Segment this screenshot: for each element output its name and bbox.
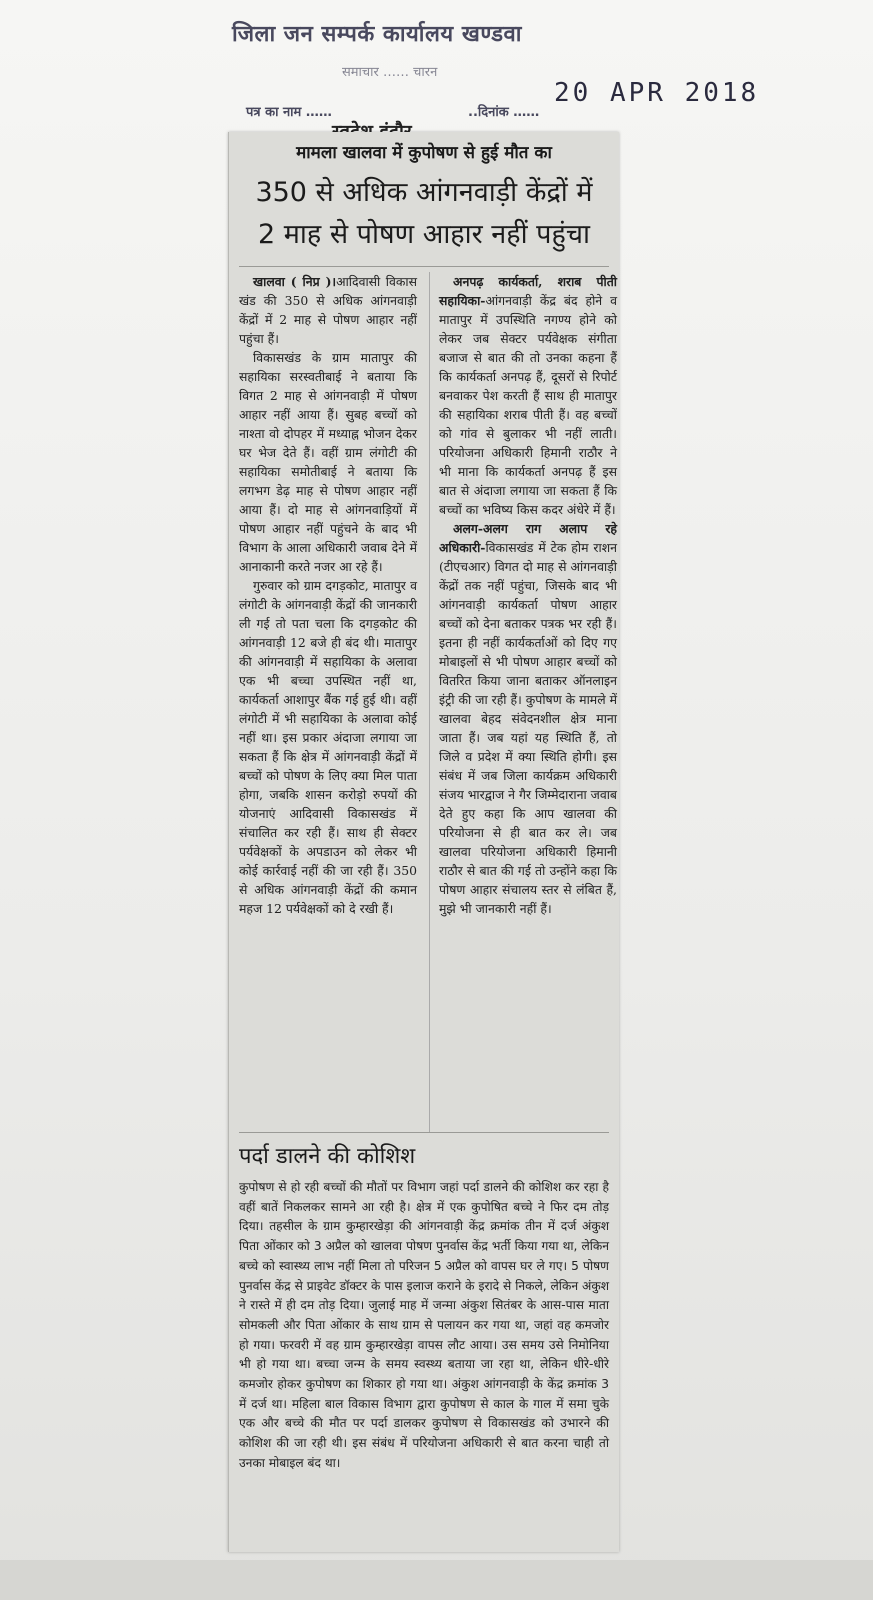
article-left-column <box>239 272 417 918</box>
left-paragraph-2: विकासखंड के ग्राम मातापुर की सहायिका सरस्वतीबाई ने बताया कि विगत 2 माह से आंगनवाड़ी में पोषण आहार नहीं आया हैं। सुबह बच्चों को नाश्ता वो दोपहर में मध्याह्न भोजन देकर घर भेज देते हैं। वहीं ग्राम लंगोटी की सहायिका समोतीबाई ने बताया कि लगभग डेढ़ माह से पोषण आहार नहीं आया हैं। दो माह से आंगनवाड़ियों में पोषण आहार नहीं पहुंचने के बाद भी विभाग के आला अधिकारी जवाब देने में आनाकानी करते नजर आ रहे हैं। <box>239 350 417 574</box>
headline-line-2: 2 माह से पोषण आहार नहीं पहुंचा <box>258 219 590 250</box>
right-subhead-1: अनपढ़ कार्यकर्ता, शराब पीती सहायिका- <box>439 274 617 308</box>
article-headline <box>239 172 609 256</box>
left-paragraph-3: गुरुवार को ग्राम दगड़कोट, मातापुर व लंगोटी के आंगनवाड़ी केंद्रों की जानकारी ली गई तो पता चला कि दगड़कोट की आंगनवाड़ी 12 बजे ही बंद थी। मातापुर की आंगनवाड़ी में सहायिका के अलावा एक भी बच्चा उपस्थित नहीं था, कार्यकर्ता आशापुर बैंक गई हुई थी। वहीं लंगोटी में भी सहायिका के अलावा कोई नहीं था। इस प्रकार अंदाजा लगाया जा सकता हैं कि क्षेत्र में आंगनवाड़ी केंद्रों में बच्चों को पोषण के लिए क्या मिल पाता होगा, जबकि शासन करोड़ो रुपयों की योजनाएं आदिवासी विकासखंड में संचालित कर रही हैं। साथ ही सेक्टर पर्यवेक्षकों के अपडाउन को लेकर भी कोई कार्रवाई नहीं की जा रही हैं। 350 से अधिक आंगनवाड़ी केंद्रों की कमान महज 12 पर्यवेक्षकों को दे रखी हैं। <box>239 578 417 916</box>
headline-line-1: 350 से अधिक आंगनवाड़ी केंद्रों में <box>255 177 593 208</box>
article-dateline: खालवा ( निप्र )। <box>253 274 337 289</box>
box-paragraph: कुपोषण से हो रही बच्चों की मौतों पर विभाग जहां पर्दा डालने की कोशिश कर रहा है वहीं बातें निकलकर सामने आ रही है। क्षेत्र में एक कुपोषित बच्चे ने फिर दम तोड़ दिया। तहसील के ग्राम कुम्हारखेड़ा की आंगनवाड़ी केंद्र क्रमांक तीन में दर्ज अंकुश पिता ओंकार को 3 अप्रैल को खालवा पोषण पुनर्वास केंद्र भर्ती किया गया था, लेकिन बच्चे को स्वास्थ्य लाभ नहीं मिला तो परिजन 5 अप्रैल को वापस घर ले गए। 5 पोषण पुनर्वास केंद्र से प्राइवेट डॉक्टर के पास इलाज कराने के इरादे से निकले, लेकिन अंकुश ने रास्ते में ही दम तोड़ दिया। जुलाई माह में जन्मा अंकुश सितंबर के आस-पास माता सोमकली और पिता ओंकार के साथ ग्राम से पलायन कर गया था, जहां वह कमजोर हो गया। फरवरी में वह ग्राम कुम्हारखेड़ा वापस लौट आया। उस समय उसे निमोनिया भी हो गया था। बच्चा जन्म के समय स्वस्थ्य बताया जा रहा था, लेकिन धीरे-धीरे कमजोर होकर कुपोषण का शिकार हो गया था। अंकुश आंगनवाड़ी के केंद्र क्रमांक 3 में दर्ज था। महिला बाल विकास विभाग द्वारा कुपोषण से काल के गाल में समा चुके एक और बच्चे की मौत पर पर्दा डालकर कुपोषण से विकासखंड को उभारने की कोशिश की जा रही थी। इस संबंध में परियोजना अधिकारी से बात करना चाही तो उनका मोबाइल बंद था। <box>239 1180 609 1470</box>
column-divider <box>429 272 430 1132</box>
stamp-subtext: समाचार …… चारन <box>342 65 438 80</box>
right-paragraph-2: विकासखंड में टेक होम राशन (टीएचआर) विगत दो माह से आंगनवाड़ी केंद्रों तक नहीं पहुंचा, जिसके बाद भी आंगनवाड़ी कार्यकर्ता पोषण आहार बच्चों को देना बताकर पत्रक भर रही हैं। इतना ही नहीं कार्यकर्ताओं को दिए गए मोबाइलों से भी पोषण आहार बच्चों को वितरित किया जाना बताकर ऑनलाइन इंट्री की जा रही हैं। कुपोषण के मामले में खालवा बेहद संवेदनशील क्षेत्र माना जाता हैं। जब यहां यह स्थिति हैं, तो जिले व प्रदेश में क्या स्थिति होगी। इस संबंध में जब जिला कार्यक्रम अधिकारी संजय भारद्वाज ने गैर जिम्मेदाराना जवाब देते हुए कहा कि आप खालवा की परियोजना से ही बात कर ले। जब खालवा परियोजना अधिकारी हिमानी राठौर से बात की गई तो उन्होंने कहा कि पोषण आहार संचालय स्तर से लंबित हैं, मुझे भी जानकारी नहीं हैं। <box>439 540 617 916</box>
stamp-office-name: जिला जन सम्पर्क कार्यालय खण्डवा <box>232 22 522 47</box>
article-right-column <box>439 272 617 918</box>
box-body <box>239 1178 609 1474</box>
stamp-paper-label: पत्र का नाम …… <box>246 105 332 120</box>
office-stamp <box>232 18 760 128</box>
stamp-date-label: ..दिनांक …… <box>468 105 540 120</box>
box-heading: पर्दा डालने की कोशिश <box>239 1144 416 1169</box>
headline-rule <box>239 266 609 267</box>
background-surface <box>0 1560 873 1600</box>
article-kicker: मामला खालवा में कुपोषण से हुई मौत का <box>296 143 552 163</box>
right-subhead-2: अलग-अलग राग अलाप रहे अधिकारी- <box>439 521 617 555</box>
box-rule <box>239 1132 609 1133</box>
stamp-date: 20 APR 2018 <box>554 78 760 108</box>
news-clipping <box>228 132 619 1552</box>
left-paragraph-1: आदिवासी विकास खंड की 350 से अधिक आंगनवाड़ी केंद्रों में 2 माह से पोषण आहार नहीं पहुंचा हैं। <box>239 274 417 346</box>
right-paragraph-1: आंगनवाड़ी केंद्र बंद होने व मातापुर में उपस्थिति नगण्य होने को लेकर जब सेक्टर पर्यवेक्षक संगीता बजाज से बात की तो उनका कहना हैं कि कार्यकर्ता अनपढ़ हैं, दूसरों से रिपोर्ट बनवाकर पेश करती हैं साथ ही मातापुर की सहायिका शराब पीती हैं। वह बच्चों को गांव से बुलाकर भी नहीं लाती। परियोजना अधिकारी हिमानी राठौर ने भी माना कि कार्यकर्ता अनपढ़ हैं इस बात से अंदाजा लगाया जा सकता हैं कि बच्चों का भविष्य किस कदर अंधेरे में हैं। <box>439 293 617 517</box>
